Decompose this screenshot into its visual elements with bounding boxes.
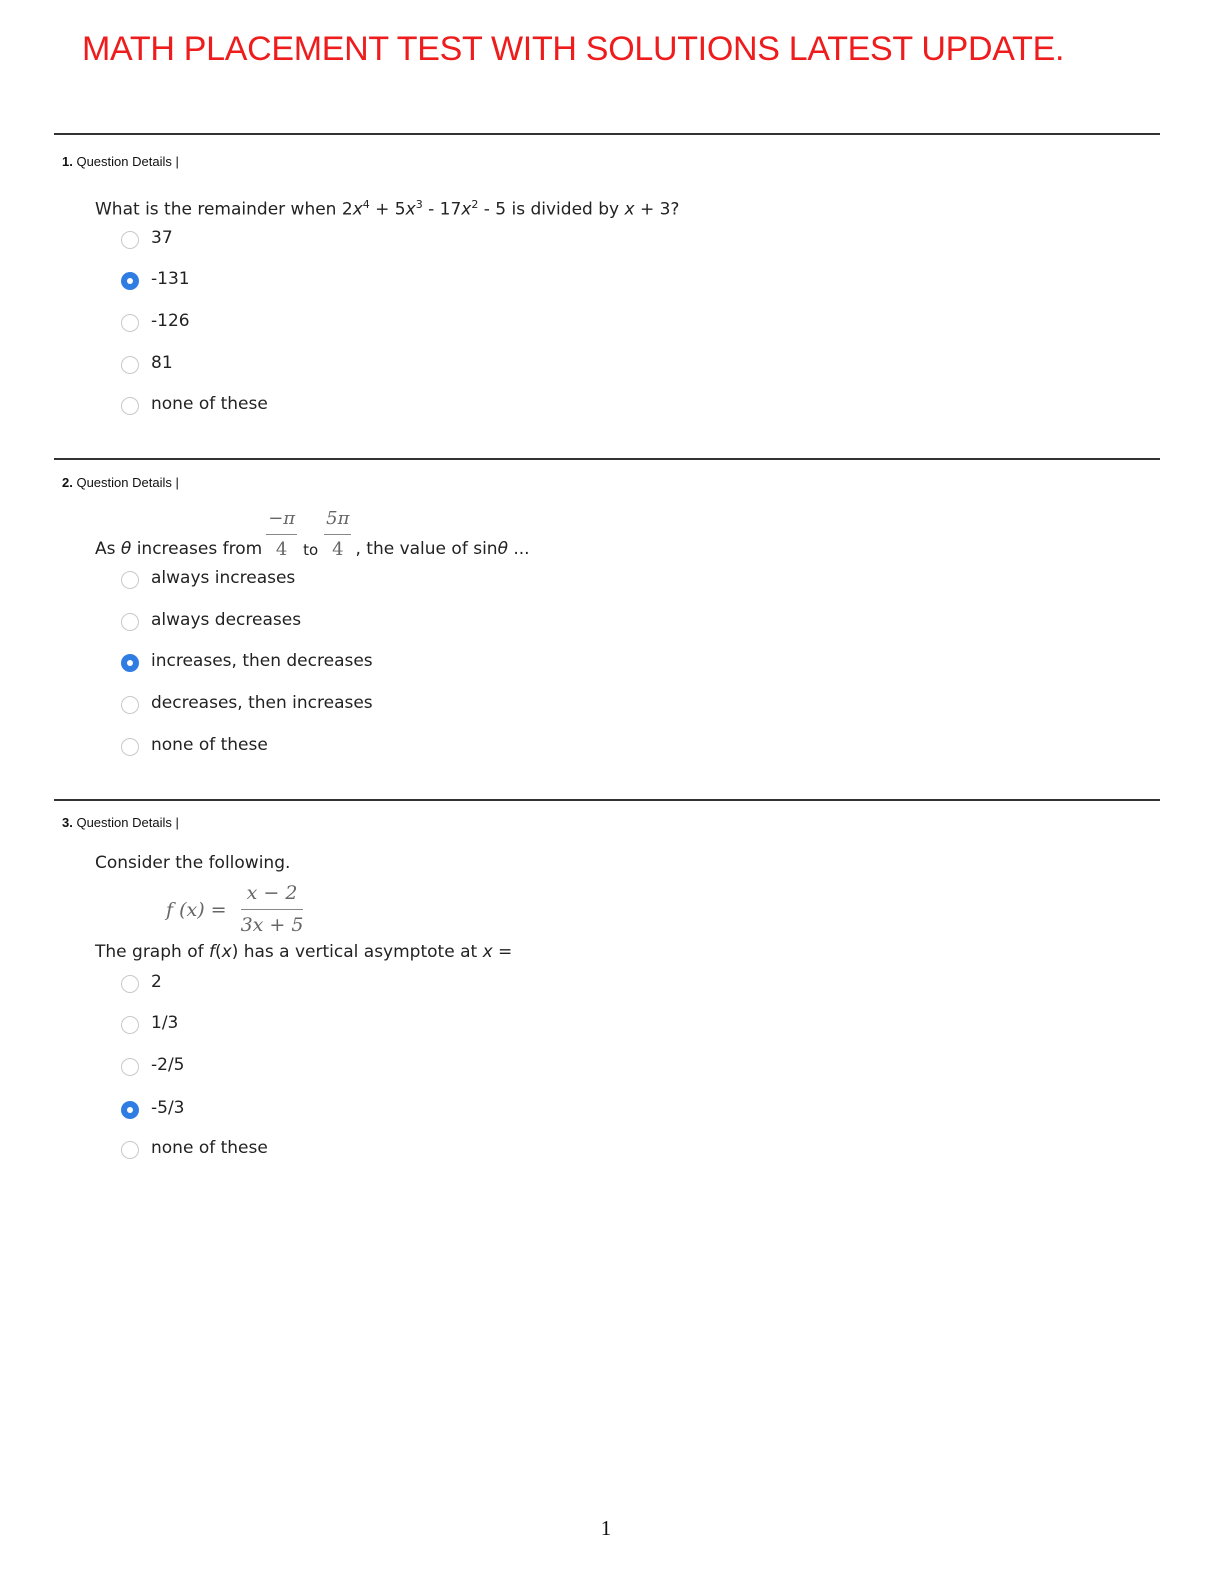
fraction-numerator: 5π bbox=[326, 508, 350, 529]
answer-option[interactable] bbox=[121, 567, 295, 589]
function-lhs: f (x) = bbox=[166, 898, 227, 921]
answer-option[interactable] bbox=[121, 393, 268, 415]
exponent: 4 bbox=[362, 198, 370, 211]
exponent: 3 bbox=[415, 198, 423, 211]
prompt-text: The graph of bbox=[95, 942, 209, 962]
prompt-text: , the value of sin bbox=[355, 539, 498, 559]
divider bbox=[54, 799, 1160, 801]
math-variable: x bbox=[405, 199, 416, 220]
radio-button-selected[interactable] bbox=[121, 272, 139, 290]
prompt-text: - 17 bbox=[422, 199, 462, 220]
answer-option[interactable] bbox=[121, 1097, 185, 1119]
answer-option[interactable] bbox=[121, 352, 173, 374]
prompt-text: ( bbox=[214, 942, 222, 962]
question-2-header bbox=[62, 475, 179, 490]
fraction-denominator: 4 bbox=[332, 539, 344, 560]
option-label: decreases, then increases bbox=[151, 693, 373, 713]
question-details-label: Question Details | bbox=[76, 475, 179, 490]
answer-option[interactable] bbox=[121, 1137, 268, 1159]
answer-option[interactable] bbox=[121, 734, 268, 756]
prompt-text: As bbox=[95, 539, 121, 559]
answer-option[interactable] bbox=[121, 1012, 178, 1034]
fraction-numerator: −π bbox=[268, 508, 296, 529]
question-3-intro: Consider the following. bbox=[95, 853, 291, 873]
answer-option[interactable] bbox=[121, 692, 373, 714]
option-label: -131 bbox=[151, 269, 190, 289]
question-1-prompt bbox=[95, 198, 679, 220]
radio-button[interactable] bbox=[121, 1016, 139, 1034]
prompt-text: What is the remainder when 2 bbox=[95, 199, 353, 220]
prompt-text: ) has a vertical asymptote at bbox=[231, 942, 483, 962]
radio-button[interactable] bbox=[121, 738, 139, 756]
math-variable: f bbox=[208, 942, 215, 962]
prompt-text: + 5 bbox=[369, 199, 406, 220]
answer-option[interactable] bbox=[121, 310, 190, 332]
math-variable: x bbox=[461, 199, 472, 220]
question-3-header bbox=[62, 815, 179, 830]
radio-button[interactable] bbox=[121, 397, 139, 415]
option-label: -5/3 bbox=[151, 1098, 185, 1118]
divider bbox=[54, 133, 1160, 135]
prompt-text: + 3? bbox=[634, 199, 680, 220]
prompt-text: ... bbox=[507, 539, 530, 559]
exponent: 2 bbox=[471, 198, 479, 211]
radio-button[interactable] bbox=[121, 975, 139, 993]
radio-button[interactable] bbox=[121, 231, 139, 249]
math-variable: θ bbox=[497, 539, 508, 559]
option-label: 37 bbox=[151, 228, 173, 248]
radio-button[interactable] bbox=[121, 1058, 139, 1076]
radio-button[interactable] bbox=[121, 613, 139, 631]
math-variable: x bbox=[352, 199, 363, 220]
option-label: 2 bbox=[151, 972, 162, 992]
question-2-prompt bbox=[95, 510, 530, 559]
question-number: 3. bbox=[62, 815, 73, 830]
radio-button[interactable] bbox=[121, 356, 139, 374]
math-variable: x bbox=[482, 942, 493, 962]
question-details-label: Question Details | bbox=[76, 815, 179, 830]
radio-button[interactable] bbox=[121, 1141, 139, 1159]
radio-button[interactable] bbox=[121, 696, 139, 714]
option-label: -2/5 bbox=[151, 1055, 185, 1075]
math-variable: x bbox=[624, 199, 635, 220]
option-label: none of these bbox=[151, 735, 268, 755]
math-variable: x bbox=[221, 942, 232, 962]
option-label: none of these bbox=[151, 394, 268, 414]
math-variable: θ bbox=[120, 539, 132, 559]
answer-option[interactable] bbox=[121, 268, 190, 290]
fraction-denominator: 4 bbox=[275, 539, 288, 560]
answer-option[interactable] bbox=[121, 1054, 185, 1076]
fraction-neg-pi-over-4 bbox=[266, 510, 297, 559]
fraction-denominator: 3x + 5 bbox=[240, 914, 304, 936]
question-3-prompt bbox=[95, 942, 512, 962]
fraction-5pi-over-4 bbox=[324, 510, 351, 559]
radio-button-selected[interactable] bbox=[121, 1101, 139, 1119]
answer-option[interactable] bbox=[121, 609, 301, 631]
answer-option[interactable] bbox=[121, 227, 173, 249]
radio-button-selected[interactable] bbox=[121, 654, 139, 672]
option-label: always increases bbox=[151, 568, 296, 588]
prompt-text: increases from bbox=[131, 539, 263, 559]
question-number: 1. bbox=[62, 154, 73, 169]
divider bbox=[54, 458, 1160, 460]
rational-function-fraction bbox=[241, 884, 304, 935]
option-label: 81 bbox=[151, 353, 173, 373]
prompt-text: - 5 is divided by bbox=[478, 199, 625, 220]
answer-option[interactable] bbox=[121, 650, 373, 672]
option-label: none of these bbox=[151, 1138, 268, 1158]
question-details-label: Question Details | bbox=[76, 154, 179, 169]
option-label: always decreases bbox=[151, 610, 302, 630]
option-label: increases, then decreases bbox=[151, 651, 373, 671]
radio-button[interactable] bbox=[121, 571, 139, 589]
prompt-text: to bbox=[303, 541, 319, 559]
prompt-text: = bbox=[492, 942, 513, 962]
question-number: 2. bbox=[62, 475, 73, 490]
radio-button[interactable] bbox=[121, 314, 139, 332]
function-definition bbox=[166, 884, 307, 935]
answer-option[interactable] bbox=[121, 971, 162, 993]
option-label: 1/3 bbox=[151, 1013, 179, 1033]
option-label: -126 bbox=[151, 311, 190, 331]
question-1-header bbox=[62, 154, 179, 169]
fraction-numerator: x − 2 bbox=[246, 882, 298, 904]
document-title: MATH PLACEMENT TEST WITH SOLUTIONS LATEST UPDATE. bbox=[82, 30, 1065, 68]
page-number: 1 bbox=[600, 1516, 612, 1540]
